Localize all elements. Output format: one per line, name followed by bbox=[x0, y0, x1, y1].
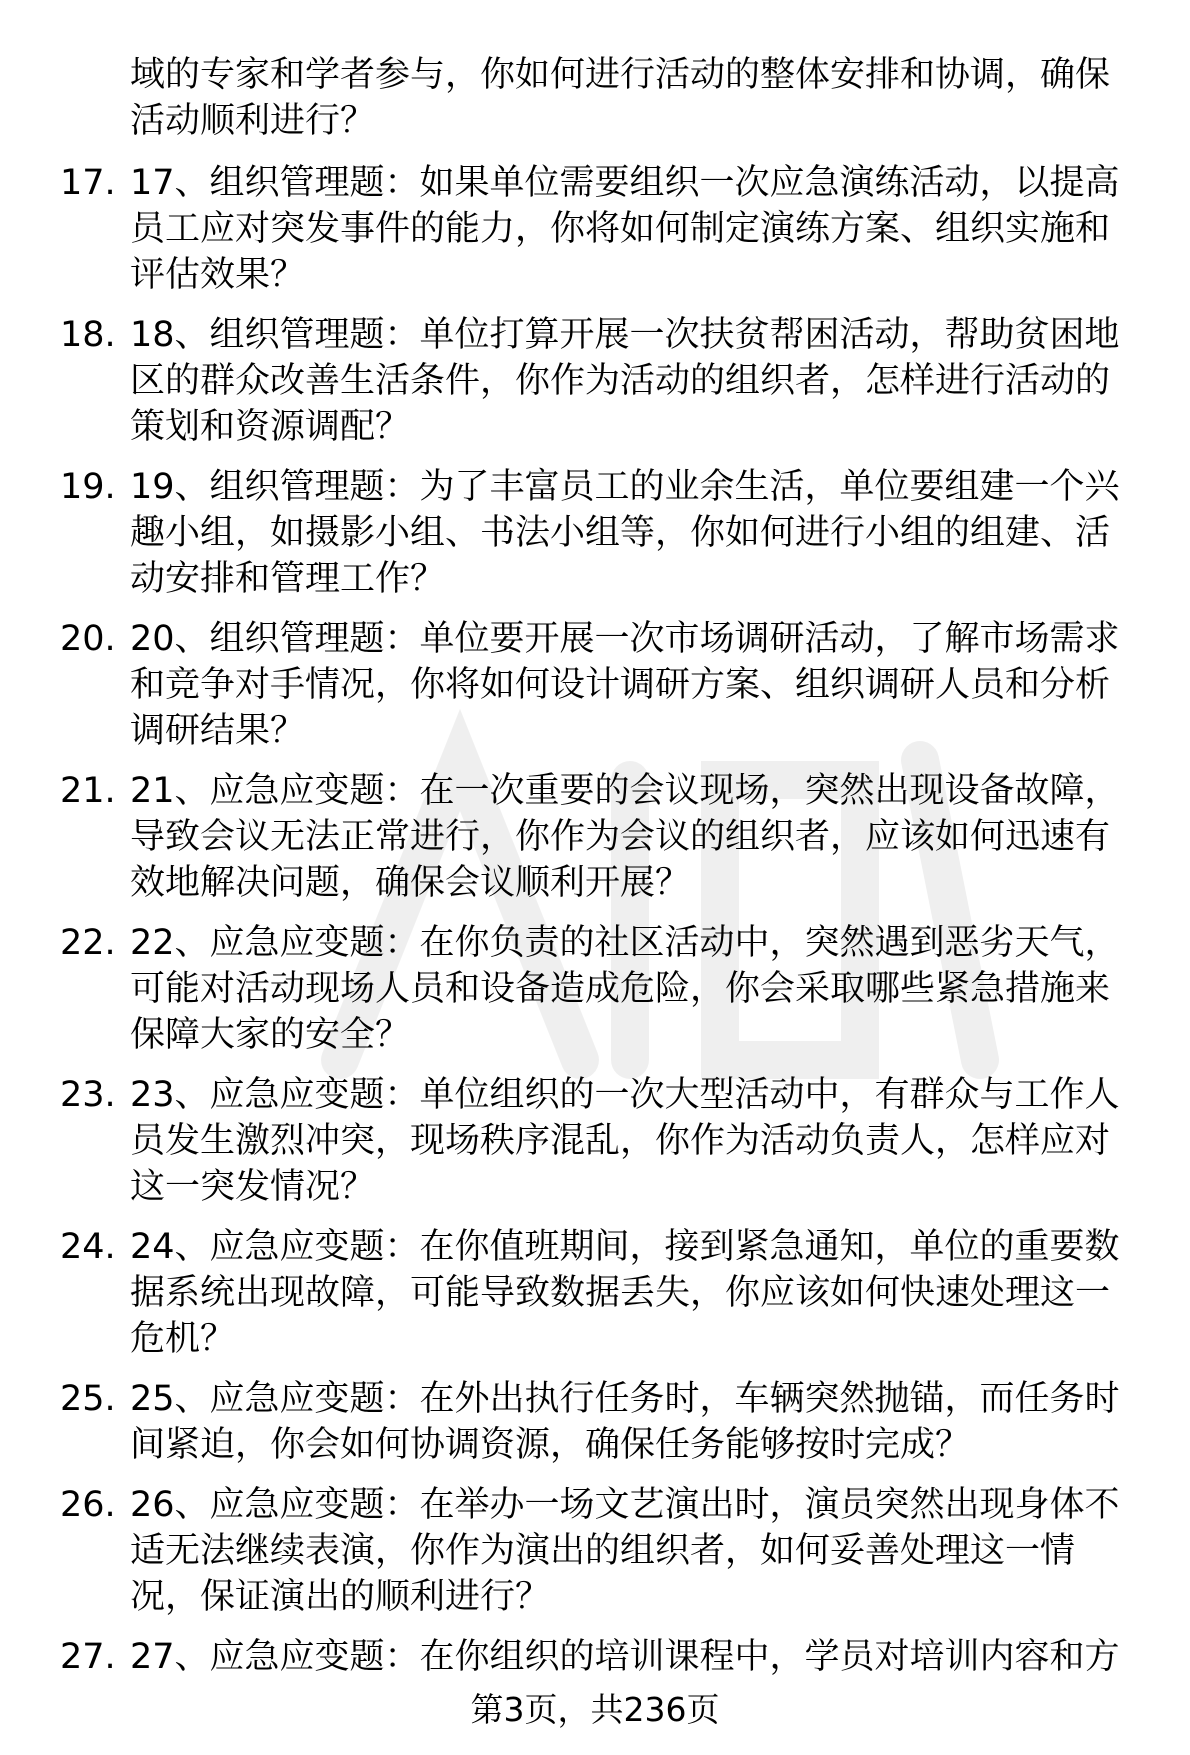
item-number: 27. bbox=[60, 1637, 116, 1677]
item-number: 17. bbox=[60, 163, 116, 203]
list-item bbox=[0, 616, 1190, 754]
item-text: 27、应急应变题：在你组织的培训课程中，学员对培训内容和方 bbox=[130, 1637, 1120, 1677]
list-item bbox=[0, 464, 1190, 602]
list-item bbox=[0, 1482, 1190, 1620]
item-number: 25. bbox=[60, 1379, 116, 1419]
item-number: 19. bbox=[60, 467, 116, 507]
intro-continuation-text: 域的专家和学者参与，你如何进行活动的整体安排和协调，确保 活动顺利进行？ bbox=[130, 55, 1111, 141]
list-item bbox=[0, 1376, 1190, 1468]
item-text: 17、组织管理题：如果单位需要组织一次应急演练活动，以提高 员工应对突发事件的能力，你将如何制定演练方案、组织实施和 评估效果？ bbox=[130, 163, 1120, 295]
item-text: 22、应急应变题：在你负责的社区活动中，突然遇到恶劣天气， 可能对活动现场人员和设备造成危险，你会采取哪些紧急措施来 保障大家的安全？ bbox=[130, 923, 1120, 1055]
item-text: 18、组织管理题：单位打算开展一次扶贫帮困活动，帮助贫困地 区的群众改善生活条件，你作为活动的组织者，怎样进行活动的 策划和资源调配？ bbox=[130, 315, 1120, 447]
item-text: 26、应急应变题：在举办一场文艺演出时，演员突然出现身体不 适无法继续表演，你作为演出的组织者，如何妥善处理这一情 况，保证演出的顺利进行？ bbox=[130, 1485, 1120, 1617]
list-item bbox=[0, 312, 1190, 450]
item-number: 24. bbox=[60, 1227, 116, 1267]
item-text: 21、应急应变题：在一次重要的会议现场，突然出现设备故障， 导致会议无法正常进行，你作为会议的组织者，应该如何迅速有 效地解决问题，确保会议顺利开展？ bbox=[130, 771, 1120, 903]
list-item bbox=[0, 1224, 1190, 1362]
item-number: 26. bbox=[60, 1485, 116, 1525]
list-item bbox=[0, 160, 1190, 298]
page-footer: 第3页，共236页 bbox=[470, 1690, 720, 1729]
list-item bbox=[0, 1634, 1190, 1680]
list-item bbox=[0, 920, 1190, 1058]
item-text: 25、应急应变题：在外出执行任务时，车辆突然抛锚，而任务时 间紧迫，你会如何协调资源，确保任务能够按时完成？ bbox=[130, 1379, 1120, 1465]
item-number: 21. bbox=[60, 771, 116, 811]
list-item bbox=[0, 1072, 1190, 1210]
list-item bbox=[0, 768, 1190, 906]
item-number: 23. bbox=[60, 1075, 116, 1115]
item-number: 20. bbox=[60, 619, 116, 659]
item-text: 24、应急应变题：在你值班期间，接到紧急通知，单位的重要数 据系统出现故障，可能导致数据丢失，你应该如何快速处理这一 危机？ bbox=[130, 1227, 1120, 1359]
question-list bbox=[0, 160, 1190, 1694]
item-number: 18. bbox=[60, 315, 116, 355]
item-text: 19、组织管理题：为了丰富员工的业余生活，单位要组建一个兴 趣小组，如摄影小组、书法小组等，你如何进行小组的组建、活 动安排和管理工作？ bbox=[130, 467, 1120, 599]
item-number: 22. bbox=[60, 923, 116, 963]
item-text: 23、应急应变题：单位组织的一次大型活动中，有群众与工作人 员发生激烈冲突，现场秩序混乱，你作为活动负责人，怎样应对 这一突发情况？ bbox=[130, 1075, 1120, 1207]
item-text: 20、组织管理题：单位要开展一次市场调研活动，了解市场需求 和竞争对手情况，你将如何设计调研方案、组织调研人员和分析 调研结果？ bbox=[130, 619, 1120, 751]
